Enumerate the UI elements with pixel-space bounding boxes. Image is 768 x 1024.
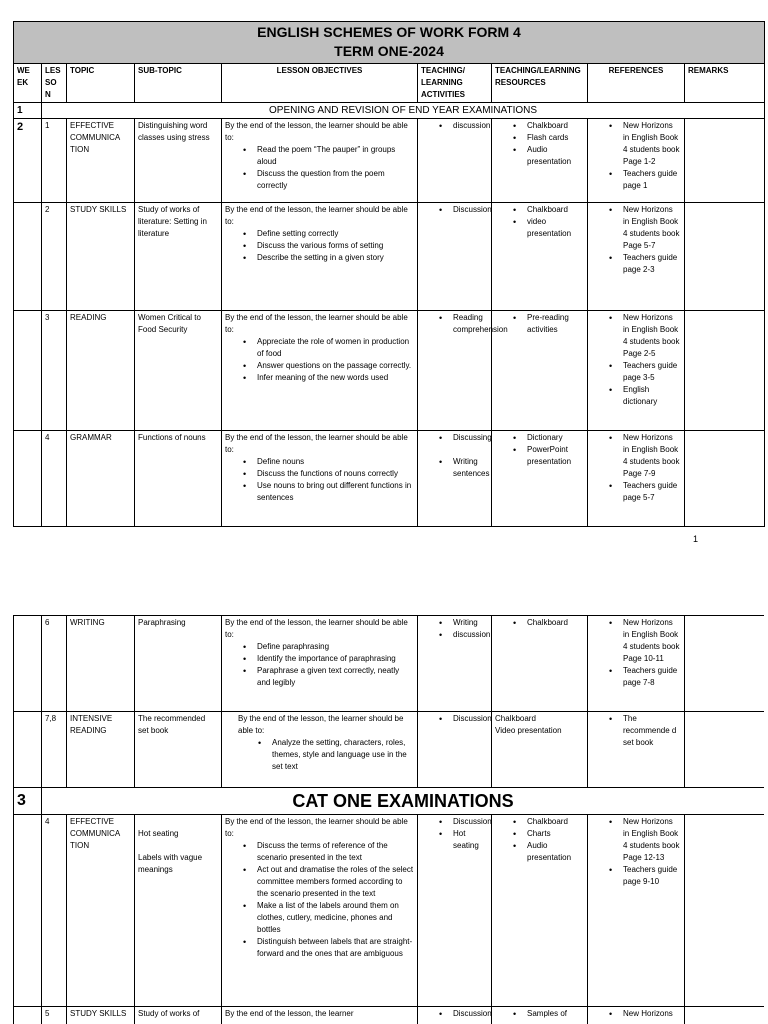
header-remarks: REMARKS [685,64,765,103]
objective-item: • Define nouns [257,456,414,468]
table-row [14,815,765,1007]
resources-cell [492,1007,588,1024]
topic-cell: STUDY SKILLS [67,203,135,311]
resource-item: • Pre-reading activities [527,312,584,336]
activity-item: • Reading comprehension [453,312,488,336]
opening-row-text: OPENING AND REVISION OF END YEAR EXAMINATIONS [42,103,765,119]
reference-item: • New Horizons in English Book 4 students book Page 2-5 [623,312,681,360]
activity-item: • Discussion [453,1008,488,1020]
objectives-cell [222,815,418,1007]
table-row [14,616,765,712]
objectives-cell [222,431,418,527]
objective-item: • Infer meaning of the new words used [257,372,414,384]
resources-cell [492,616,588,712]
resource-item: • Flash cards [527,132,584,144]
header-references: REFERENCES [588,64,685,103]
activity-item: • Discussion [453,816,488,828]
references-cell [588,1007,685,1024]
subtopic-line: Hot seating [138,829,179,838]
topic-cell: WRITING [67,616,135,712]
subtopic-cell: Study of works of literature: Setting in literature [135,203,222,311]
reference-item: • Teachers guide page 3-5 [623,360,681,384]
activities-cell [418,431,492,527]
objective-item: • Describe the setting in a given story [257,252,414,264]
header-topic: TOPIC [67,64,135,103]
references-cell [588,815,685,1007]
week-number [14,616,42,712]
table-row [14,119,765,203]
activities-cell [418,119,492,203]
title-line-1: ENGLISH SCHEMES OF WORK FORM 4 [257,24,521,40]
objectives-intro: By the end of the lesson, the learner should be able to: [225,313,408,334]
activities-cell [418,616,492,712]
resource-item: • Charts [527,828,584,840]
activity-item: • discussion [453,120,488,132]
objective-item: • Paraphrase a given text correctly, neatly and legibly [257,665,414,689]
resource-item: • Chalkboard [527,204,584,216]
topic-cell: READING [67,311,135,431]
table-row [14,311,765,431]
remarks-cell [685,712,765,788]
topic-cell: GRAMMAR [67,431,135,527]
scheme-page-2 [13,615,764,1024]
resource-item: • Chalkboard [527,816,584,828]
week-number [14,1007,42,1024]
header-objectives: LESSON OBJECTIVES [222,64,418,103]
subtopic-cell: The recommended set book [135,712,222,788]
references-cell [588,119,685,203]
lesson-number: 1 [42,119,67,203]
week-number: 1 [14,103,42,119]
opening-row [14,103,765,119]
activity-item: • Hot seating [453,828,488,852]
objectives-cell: By the end of the lesson, the learner [222,1007,418,1024]
reference-item: • Teachers guide page 7-8 [623,665,681,689]
activities-cell [418,815,492,1007]
lesson-number: 6 [42,616,67,712]
objective-item: • Identify the importance of paraphrasing [257,653,414,665]
week-number: 3 [14,788,42,815]
reference-item: • Teachers guide page 9-10 [623,864,681,888]
resource-item: • Audio presentation [527,840,584,864]
subtopic-cell: Study of works of [135,1007,222,1024]
table-header-row [14,64,765,103]
remarks-cell [685,203,765,311]
objectives-cell [222,712,418,788]
activity-item: • Writing sentences [453,456,488,480]
activities-cell [418,311,508,431]
references-cell [588,431,685,527]
references-cell [588,616,685,712]
activities-cell [418,1007,492,1024]
resource-item: • Chalkboard [527,120,584,132]
objectives-intro: By the end of the lesson, the learner should be able to: [225,618,408,639]
activity-item: • Writing [453,617,488,629]
subtopic-cell: Paraphrasing [135,616,222,712]
lesson-number: 4 [42,815,67,1007]
table-row [14,431,765,527]
objective-item: • Define setting correctly [257,228,414,240]
reference-item: • New Horizons in English Book 4 students book Page 12-13 [623,816,681,864]
activities-cell [418,203,492,311]
reference-item: • The recommende d set book [623,713,681,749]
header-activities: TEACHING/ LEARNING ACTIVITIES [418,64,492,103]
header-resources: TEACHING/LEARNING RESOURCES [492,64,588,103]
scheme-table-page-2 [13,615,764,1024]
resource-item: Chalkboard [495,714,536,723]
objective-item: • Appreciate the role of women in production of food [257,336,414,360]
table-row [14,712,765,788]
table-row [14,1007,765,1024]
reference-item: • New Horizons in English Book 4 students book Page 7-9 [623,432,681,480]
objective-item: • Distinguish between labels that are straight-forward and the ones that are ambiguous [257,936,414,960]
week-number [14,815,42,1007]
objectives-cell [222,203,418,311]
topic-cell: STUDY SKILLS [67,1007,135,1024]
resource-item: • Dictionary [527,432,584,444]
header-lesson: LES SO N [42,64,67,103]
remarks-cell [685,311,765,431]
cat-row-text: CAT ONE EXAMINATIONS [42,788,765,815]
scheme-page-1 [13,21,764,527]
remarks-cell [685,1007,765,1024]
week-number: 2 [14,119,42,203]
page-number: 1 [693,534,699,544]
header-subtopic: SUB-TOPIC [135,64,222,103]
lesson-number: 4 [42,431,67,527]
objectives-intro: By the end of the lesson, the learner should be able to: [225,121,408,142]
resource-item: • Chalkboard [527,617,584,629]
objectives-cell [222,119,418,203]
resources-cell [492,203,588,311]
objectives-cell [222,311,418,431]
reference-item: • Teachers guide page 5-7 [623,480,681,504]
lesson-number: 3 [42,311,67,431]
resource-item: • PowerPoint presentation [527,444,584,468]
reference-item: • Teachers guide page 1 [623,168,681,192]
references-cell [588,311,685,431]
resources-cell [492,431,588,527]
title-line-2: TERM ONE-2024 [334,43,444,59]
topic-cell: EFFECTIVE COMMUNICA TION [67,119,135,203]
activity-item: • Discussion [453,204,488,216]
objective-item: • Read the poem “The pauper” in groups aloud [257,144,414,168]
references-cell [588,712,685,788]
remarks-cell [685,431,765,527]
resources-cell [492,815,588,1007]
week-number [14,311,42,431]
lesson-number: 7,8 [42,712,67,788]
objective-item: • Make a list of the labels around them on clothes, cutlery, medicine, phones and bottles [257,900,414,936]
remarks-cell [685,616,765,712]
remarks-cell [685,815,765,1007]
objective-item: • Define paraphrasing [257,641,414,653]
resources-cell [492,712,588,788]
week-number [14,431,42,527]
objectives-intro: By the end of the lesson, the learner should be able to: [225,205,408,226]
reference-item: • New Horizons in English Book 4 students book Page 10-11 [623,617,681,665]
objective-item: • Act out and dramatise the roles of the select committee members formed according to the scenario presented in the text [257,864,414,900]
reference-item: • New Horizons in English Book 4 students book Page 5-7 [623,204,681,252]
lesson-number: 2 [42,203,67,311]
header-week: WE EK [14,64,42,103]
resource-item: • Audio presentation [527,144,584,168]
remarks-cell [685,119,765,203]
reference-item: • New Horizons [623,1008,681,1020]
subtopic-cell: Distinguishing word classes using stress [135,119,222,203]
objectives-cell [222,616,418,712]
objective-item: • Analyze the setting, characters, roles, themes, style and language use in the set text [272,737,414,773]
objective-item: • Discuss the question from the poem correctly [257,168,414,192]
subtopic-line: Labels with vague meanings [138,853,203,874]
objective-item: • Discuss the functions of nouns correctly [257,468,414,480]
activity-item: • Discussing [453,432,488,444]
lesson-number: 5 [42,1007,67,1024]
objective-item: • Discuss the various forms of setting [257,240,414,252]
objective-item: • Use nouns to bring out different functions in sentences [257,480,414,504]
references-cell [588,203,685,311]
activities-cell [418,712,492,788]
objectives-intro: By the end of the lesson, the learner should be able to: [225,433,408,454]
subtopic-cell: Women Critical to Food Security [135,311,222,431]
reference-item: • Teachers guide page 2-3 [623,252,681,276]
objectives-intro: By the end of the lesson, the learner should be able to: [225,817,408,838]
resource-item: • video presentation [527,216,584,240]
subtopic-cell [135,815,222,1007]
resources-cell [492,119,588,203]
week-number [14,203,42,311]
resource-item: Video presentation [495,726,562,735]
reference-item: • New Horizons in English Book 4 students book Page 1-2 [623,120,681,168]
cat-examinations-row [14,788,765,815]
document-title [14,22,765,64]
topic-cell: EFFECTIVE COMMUNICA TION [67,815,135,1007]
activity-item: • discussion [453,629,488,641]
reference-item: • English dictionary [623,384,681,408]
table-row [14,203,765,311]
week-number [14,712,42,788]
subtopic-cell: Functions of nouns [135,431,222,527]
objective-item: • Discuss the terms of reference of the scenario presented in the text [257,840,414,864]
resource-item: • Samples of [527,1008,584,1020]
topic-cell: INTENSIVE READING [67,712,135,788]
activity-item: • Discussion [453,713,488,725]
scheme-table-page-1 [13,21,765,527]
objectives-intro: By the end of the lesson, the learner should be able to: [238,714,404,735]
objective-item: • Answer questions on the passage correctly. [257,360,414,372]
